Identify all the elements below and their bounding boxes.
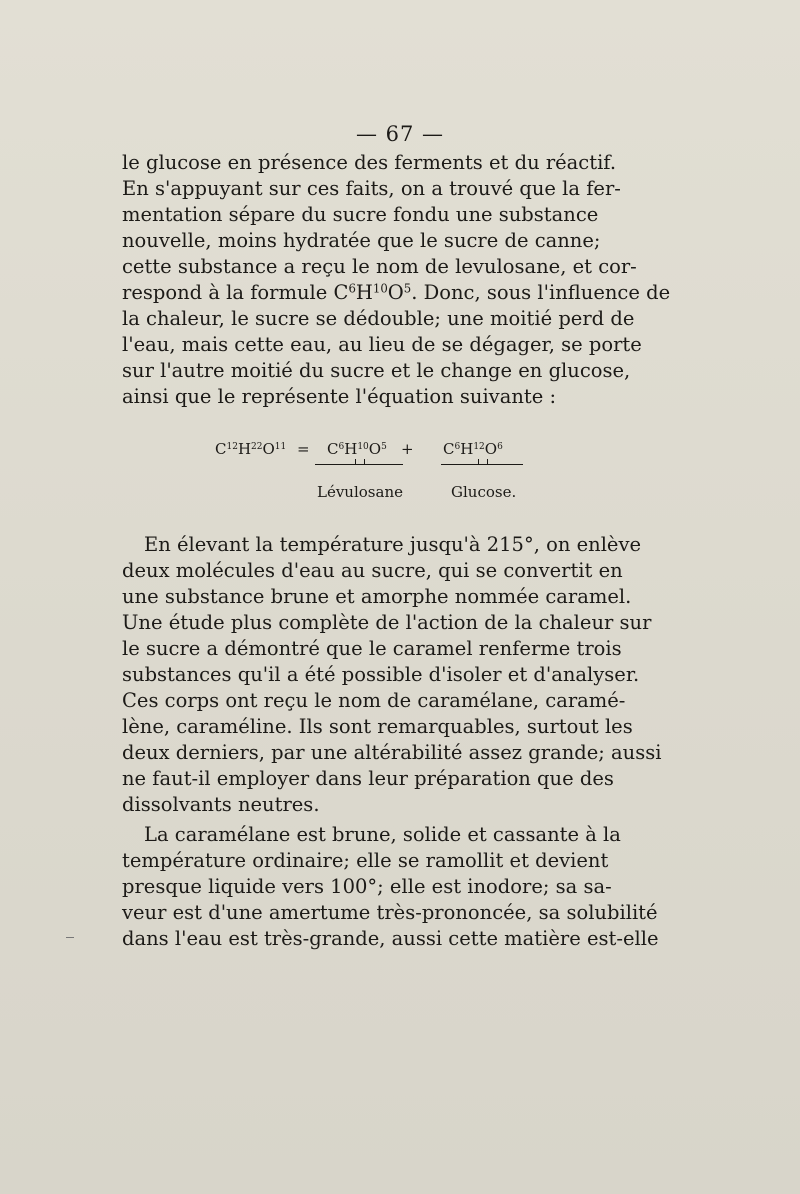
text-line: la chaleur, le sucre se dédouble; une moitié perd de: [122, 307, 635, 330]
text-line: La caramélane est brune, solide et cassante à la: [144, 823, 621, 846]
label-levulosane: Lévulosane: [317, 483, 403, 501]
text-line: le sucre a démontré que le caramel renferme trois: [122, 637, 622, 660]
chemical-equation: [205, 440, 535, 504]
text-line: veur est d'une amertume très-prononcée, sa solubilité: [122, 901, 658, 924]
text-line: deux molécules d'eau au sucre, qui se convertit en: [122, 559, 623, 582]
label-glucose: Glucose.: [451, 483, 517, 501]
text-line: lène, caraméline. Ils sont remarquables, surtout les: [122, 715, 633, 738]
paragraph-3: [122, 822, 659, 952]
text-line: Ces corps ont reçu le nom de caramélane, caramé-: [122, 689, 626, 712]
paragraph-2: [122, 532, 662, 818]
text-line: température ordinaire; elle se ramollit et devient: [122, 849, 609, 872]
text-line: nouvelle, moins hydratée que le sucre de canne;: [122, 229, 601, 252]
text-line: presque liquide vers 100°; elle est inodore; sa sa-: [122, 875, 612, 898]
text-line: En s'appuyant sur ces faits, on a trouvé que la fer-: [122, 177, 621, 200]
text-line: cette substance a reçu le nom de levulosane, et cor-: [122, 255, 637, 278]
text-line: En élevant la température jusqu'à 215°, on enlève: [144, 533, 642, 556]
text-line: dissolvants neutres.: [122, 793, 320, 816]
text-line: mentation sépare du sucre fondu une substance: [122, 203, 599, 226]
equation-term-levulosane: $C^6H^{10}O^5$: [327, 440, 387, 458]
text-line: dans l'eau est très-grande, aussi cette matière est-elle: [122, 927, 659, 950]
brace-glucose: [441, 464, 523, 473]
text-line: deux derniers, par une altérabilité assez grande; aussi: [122, 741, 662, 764]
page-number: — 67 —: [355, 122, 445, 146]
equals-sign: =: [297, 440, 310, 458]
text-line: substances qu'il a été possible d'isoler et d'analyser.: [122, 663, 640, 686]
formula-line: respond à la formule $C^6H^{10}O^5$. Donc, sous l'influence de: [122, 281, 671, 304]
text-line: l'eau, mais cette eau, au lieu de se dégager, se porte: [122, 333, 642, 356]
text-line: sur l'autre moitié du sucre et le change en glucose,: [122, 359, 631, 382]
margin-mark: [66, 937, 74, 938]
text-line: une substance brune et amorphe nommée caramel.: [122, 585, 632, 608]
text-line: le glucose en présence des ferments et du réactif.: [122, 151, 617, 174]
equation-lhs: $C^{12}H^{22}O^{11}$: [215, 440, 287, 458]
text-line: Une étude plus complète de l'action de la chaleur sur: [122, 611, 652, 634]
text-line: ainsi que le représente l'équation suivante :: [122, 385, 557, 408]
plus-sign: +: [401, 440, 414, 458]
equation-term-glucose: $C^6H^{12}O^6$: [443, 440, 503, 458]
brace-levulosane: [315, 464, 403, 473]
text-line: ne faut-il employer dans leur préparation que des: [122, 767, 614, 790]
paragraph-1: [122, 150, 671, 410]
